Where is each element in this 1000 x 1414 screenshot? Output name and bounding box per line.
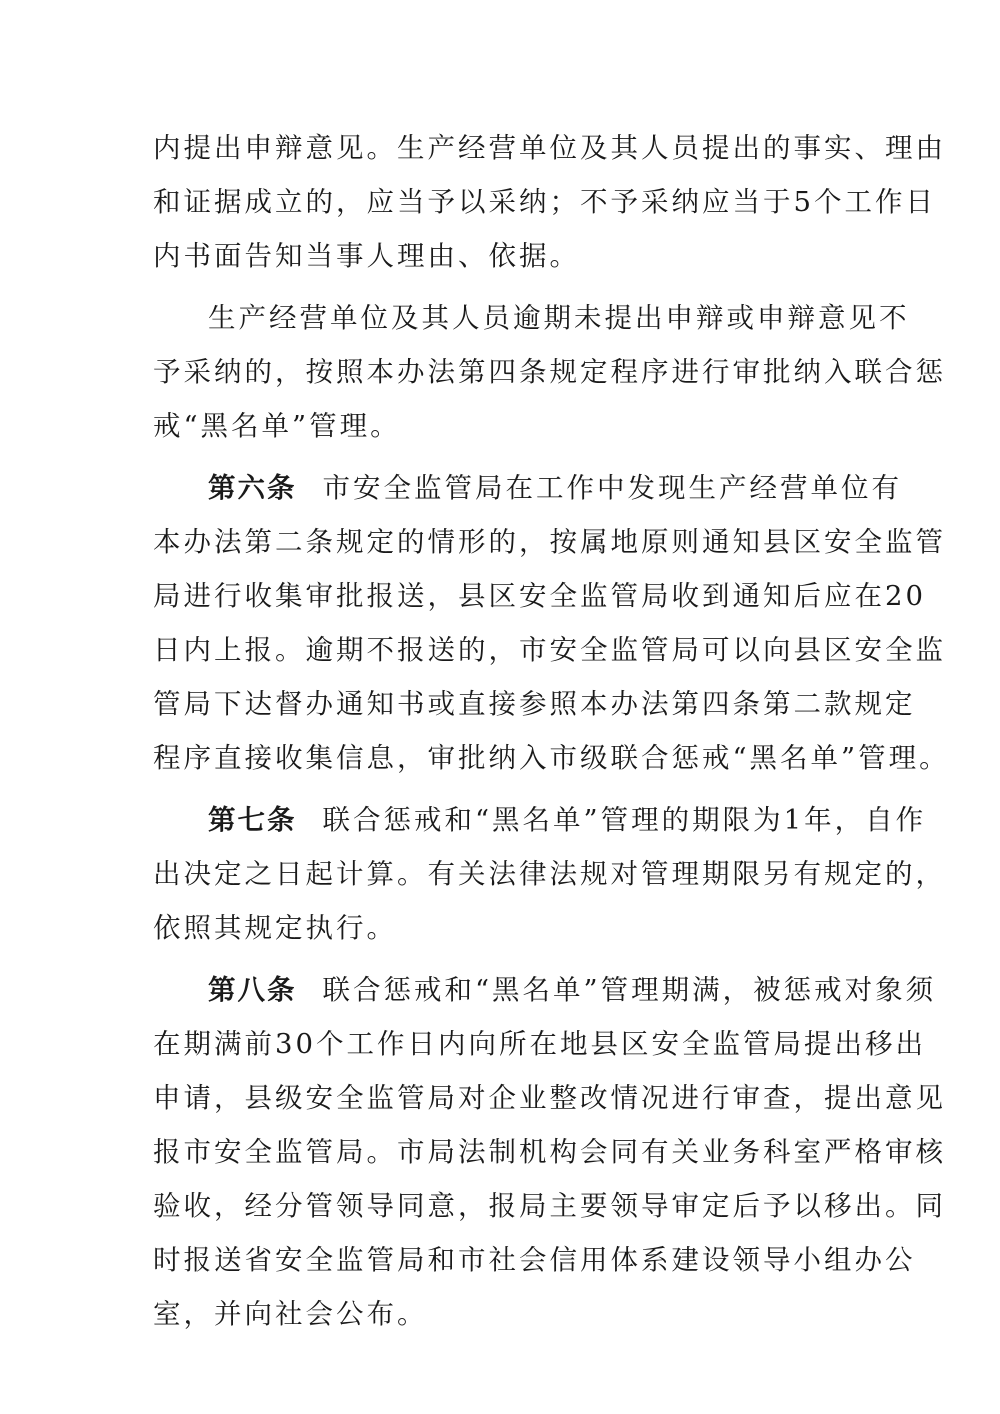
text-line: 出决定之日起计算。有关法律法规对管理期限另有规定的， (153, 858, 946, 890)
article-eight (153, 963, 946, 1341)
paragraph-continuation (153, 121, 946, 283)
text-line: 予采纳的，按照本办法第四条规定程序进行审批纳入联合惩 (153, 356, 946, 388)
text-line: 在期满前30个工作日内向所在地县区安全监管局提出移出 (153, 1028, 926, 1060)
text-line: 日内上报。逾期不报送的，市安全监管局可以向县区安全监 (153, 634, 946, 666)
text-line (153, 963, 937, 1017)
article-label: 第六条 (208, 472, 297, 504)
text-line: 程序直接收集信息，审批纳入市级联合惩戒“黑名单”管理。 (153, 742, 950, 774)
text-line: 局进行收集审批报送，县区安全监管局收到通知后应在20 (153, 580, 926, 612)
text-line: 报市安全监管局。市局法制机构会同有关业务科室严格审核 (153, 1136, 946, 1168)
text-line: 室，并向社会公布。 (153, 1298, 428, 1330)
paragraph-late-defense (153, 291, 946, 453)
article-text: 市安全监管局在工作中发现生产经营单位有 (322, 472, 902, 504)
text-line: 内书面告知当事人理由、依据。 (153, 240, 580, 272)
text-line: 管局下达督办通知书或直接参照本办法第四条第二款规定 (153, 688, 916, 720)
article-text: 联合惩戒和“黑名单”管理期满，被惩戒对象须 (322, 974, 937, 1006)
text-line: 申请，县级安全监管局对企业整改情况进行审查，提出意见 (153, 1082, 946, 1114)
text-line: 和证据成立的，应当予以采纳；不予采纳应当于5个工作日 (153, 186, 936, 218)
document-body (153, 121, 950, 1349)
text-line: 时报送省安全监管局和市社会信用体系建设领导小组办公 (153, 1244, 916, 1276)
article-text: 联合惩戒和“黑名单”管理的期限为1年，自作 (322, 804, 927, 836)
text-line: 依照其规定执行。 (153, 912, 397, 944)
article-label: 第七条 (208, 804, 297, 836)
text-line: 验收，经分管领导同意，报局主要领导审定后予以移出。同 (153, 1190, 946, 1222)
text-line: 本办法第二条规定的情形的，按属地原则通知县区安全监管 (153, 526, 946, 558)
article-six (153, 461, 950, 785)
text-line (153, 793, 927, 847)
article-label: 第八条 (208, 974, 297, 1006)
text-line (153, 461, 902, 515)
article-seven (153, 793, 946, 955)
text-line: 生产经营单位及其人员逾期未提出申辩或申辩意见不 (208, 302, 910, 334)
text-line: 内提出申辩意见。生产经营单位及其人员提出的事实、理由 (153, 132, 946, 164)
text-line: 戒“黑名单”管理。 (153, 410, 401, 442)
